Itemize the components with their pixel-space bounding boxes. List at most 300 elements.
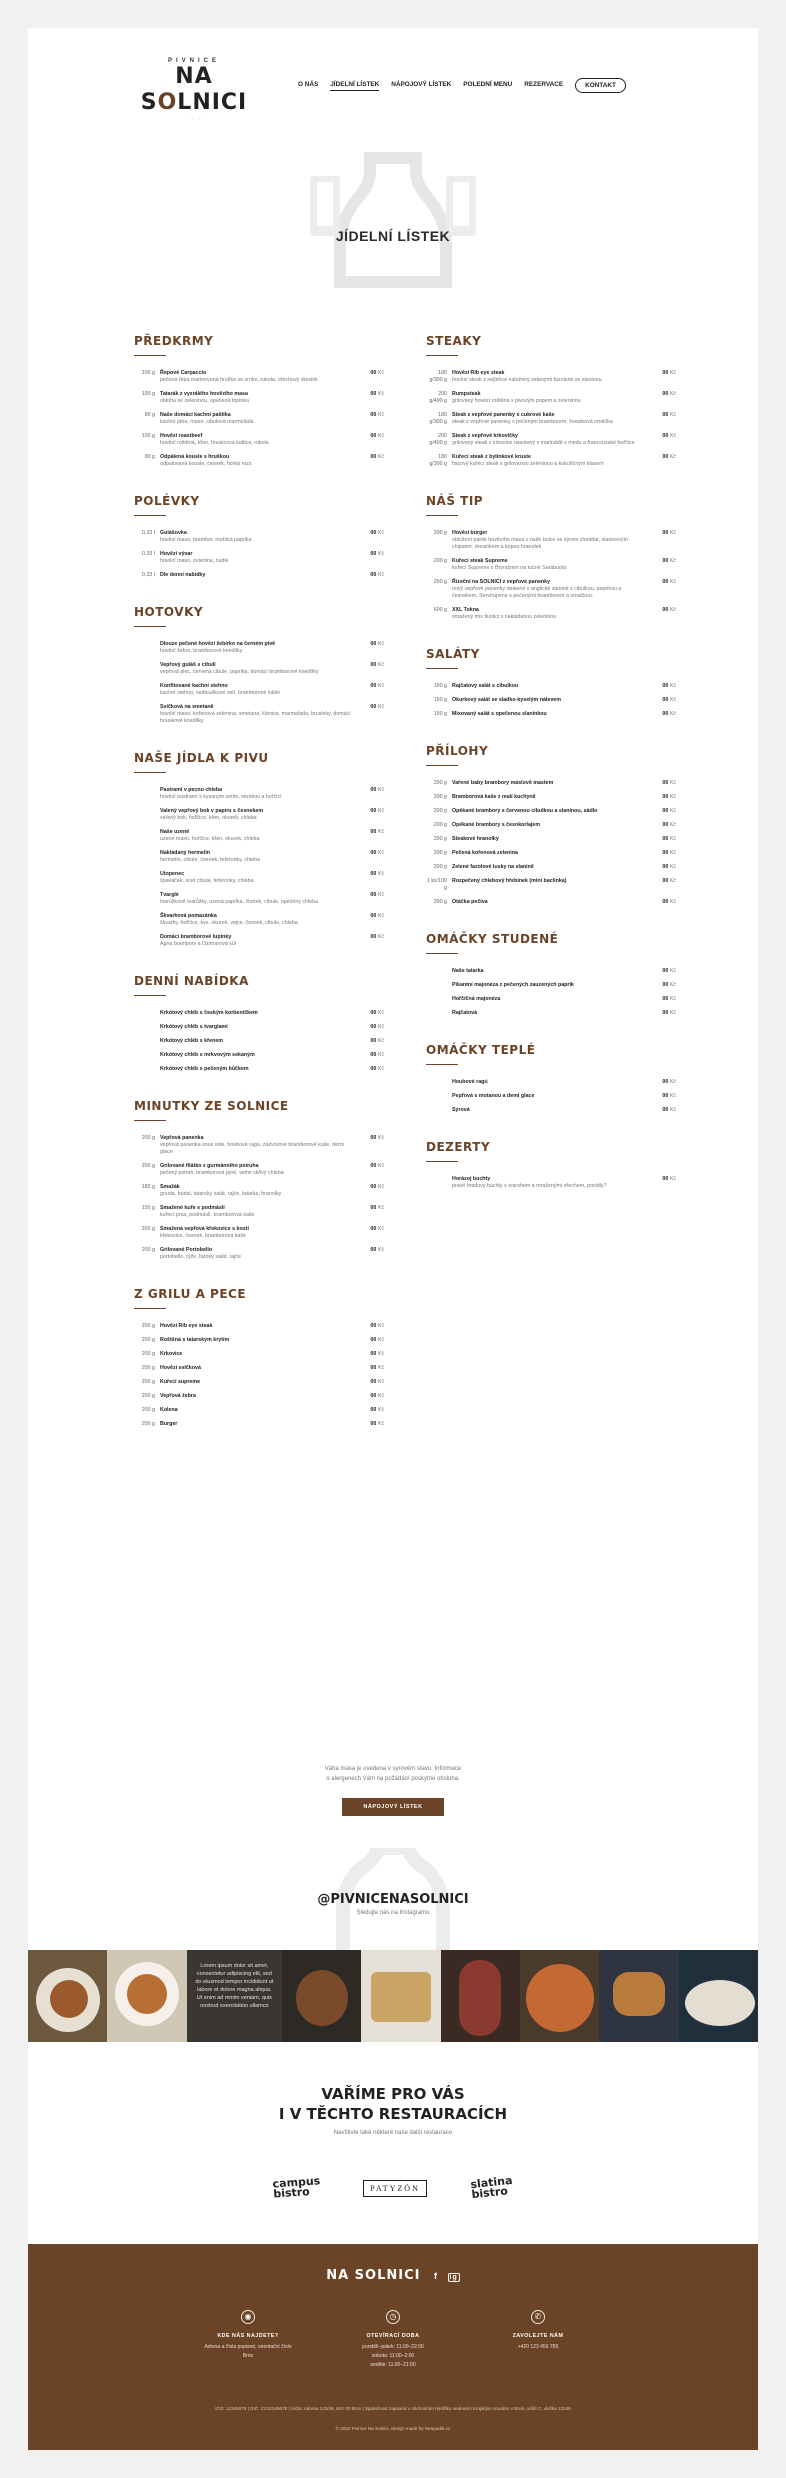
item-description: [452, 683, 652, 690]
item-weight: 0,33 l: [142, 551, 155, 557]
section-title: PŘEDKRMY: [134, 334, 214, 348]
item-description: [160, 370, 360, 384]
item-weight: 200 g: [433, 530, 447, 536]
section-divider: [134, 355, 166, 356]
menu-item: [426, 370, 676, 384]
menu-item: [426, 558, 676, 572]
menu-item: [134, 913, 384, 927]
menu-item: [426, 808, 676, 815]
menu-item: [134, 1365, 384, 1372]
item-price: 00 Kč: [662, 711, 676, 717]
section-divider: [134, 626, 166, 627]
item-description: [452, 607, 652, 621]
item-price: 00 Kč: [662, 683, 676, 689]
item-weight: 150 g: [433, 683, 447, 689]
item-description: [160, 662, 360, 676]
menu-item: [426, 982, 676, 989]
footer-hours: [333, 2310, 453, 2370]
menu-item: [134, 934, 384, 948]
item-name: Krkovice: [160, 1351, 183, 1357]
item-description: [452, 968, 652, 975]
footer-logo[interactable]: NA SOLNICI f ig: [326, 2268, 458, 2283]
item-name: Rumpsteak: [452, 391, 481, 397]
menu-item: [426, 697, 676, 704]
main-nav: [298, 78, 626, 93]
insta-photo-7[interactable]: [599, 1950, 678, 2042]
item-ingredients: špekáček, ocet cibule, feferonky, chleba: [160, 878, 254, 884]
menu-item: [134, 641, 384, 655]
item-price: 00 Kč: [662, 1093, 676, 1099]
item-name: Krkótový chléb s českým korbeníčkem: [160, 1010, 258, 1016]
item-description: [452, 370, 652, 384]
nav-o-nas[interactable]: O NÁS: [298, 81, 319, 88]
menu-item: [426, 1010, 676, 1017]
nav-napojovy-listek[interactable]: NÁPOJOVÝ LÍSTEK: [391, 81, 452, 88]
salt-shaker-watermark-icon: [308, 148, 478, 288]
item-price: 00 Kč: [370, 1407, 384, 1413]
item-price: 00 Kč: [662, 794, 676, 800]
item-description: [452, 1107, 652, 1114]
item-description: [452, 808, 652, 815]
item-price: 00 Kč: [370, 1163, 384, 1169]
section-title: OMÁČKY TEPLÉ: [426, 1043, 536, 1057]
page: [28, 28, 758, 2450]
item-name: Grilované filátko z gurmánního pstruha: [160, 1163, 259, 1169]
item-name: Okurkový salát se sladko-kyselým nálevem: [452, 697, 561, 703]
menu-item: [134, 871, 384, 885]
item-ingredients: vepřová panenka sous vide, houbové ragú, zázvorové bramborové kaše, demi glace: [160, 1142, 344, 1155]
item-description: [452, 391, 652, 405]
item-description: [160, 454, 360, 468]
menu-item: [426, 878, 676, 892]
item-description: [160, 1365, 360, 1372]
insta-photo-5[interactable]: [441, 1950, 520, 2042]
menu-item: [426, 607, 676, 621]
restaurants-title-2: I V TĚCHTO RESTAURACÍCH: [278, 2105, 508, 2123]
site-logo[interactable]: [134, 58, 254, 122]
item-price: 00 Kč: [662, 454, 676, 460]
footer-phone: [478, 2310, 598, 2352]
item-ingredients: Agria brambory a Dzirnarová sůl: [160, 941, 236, 947]
item-price: 00 Kč: [370, 808, 384, 814]
item-description: [160, 871, 360, 885]
item-name: Krkótový chléb s tvarglami: [160, 1024, 228, 1030]
item-name: Smažená vepřová křekovice s kosti: [160, 1226, 249, 1232]
section-divider: [426, 668, 458, 669]
section-title: Z GRILU A PECE: [134, 1287, 247, 1301]
hours-title: OTEVÍRACÍ DOBA: [366, 2333, 420, 2339]
location-pin-icon: ◉: [241, 2310, 255, 2324]
instagram-subtitle: Sledujte nás na Instagramu: [356, 1910, 430, 1916]
item-ingredients: portobello, rýže, listový salát, rajče: [160, 1254, 241, 1260]
menu-item: [134, 530, 384, 544]
item-weight: 200 g: [433, 899, 447, 905]
item-price: 00 Kč: [370, 787, 384, 793]
item-weight: [134, 892, 160, 906]
menu-section: [426, 647, 676, 718]
menu-item: [134, 1337, 384, 1344]
item-name: Utopenec: [160, 871, 185, 877]
item-description: [452, 836, 652, 843]
menu-item: [426, 391, 676, 405]
item-price: 00 Kč: [370, 370, 384, 376]
item-weight: 200 g: [141, 1323, 155, 1329]
item-description: [452, 850, 652, 857]
item-price: 00 Kč: [662, 836, 676, 842]
insta-photo-6[interactable]: [520, 1950, 599, 2042]
item-ingredients: vařený bok, hořčice, křen, okurek, chleba: [160, 815, 257, 821]
logo-top-text: PIVNICE: [167, 58, 220, 64]
item-name: Rajčatový salát s cibulkou: [452, 683, 519, 689]
item-weight: 0,33 l: [142, 572, 155, 578]
item-weight: [134, 641, 160, 655]
item-name: Horázoj buchty: [452, 1176, 491, 1182]
address-line-2: Brno: [242, 2353, 254, 2359]
menu-item: [134, 1379, 384, 1386]
item-price: 00 Kč: [370, 1205, 384, 1211]
item-price: 00 Kč: [370, 1365, 384, 1371]
item-name: Krkótový chléb s křenem: [160, 1038, 223, 1044]
item-name: Krkótový chléb s pečeným bůčkem: [160, 1066, 249, 1072]
item-name: Opékané brambory s červenou cibulkou a slaninou, sádlo: [452, 808, 598, 814]
item-price: 00 Kč: [370, 1226, 384, 1232]
menu-item: [134, 1393, 384, 1400]
item-price: 00 Kč: [370, 412, 384, 418]
item-weight: 600 g: [433, 607, 447, 613]
item-ingredients: smažený mix tlustici s nakládanou zeleninou: [452, 614, 557, 620]
item-ingredients: steak z vepřové panenky s pečeným bramborem, švestková omáčka: [452, 419, 613, 425]
drinks-menu-button[interactable]: NÁPOJOVÝ LÍSTEK: [342, 1798, 444, 1816]
item-weight: 100 g: [141, 433, 155, 439]
menu-item: [134, 892, 384, 906]
item-name: Hovězí burger: [452, 530, 488, 536]
item-weight: [134, 808, 160, 822]
item-weight: [426, 968, 452, 975]
item-description: [160, 1379, 360, 1386]
menu-item: [134, 662, 384, 676]
item-ingredients: nový vepřové panenky obalené v anglické slanině s cibulkou, paprikou a česnekem. Servírujeme s pečenými bramborem a omáčkou.: [452, 586, 622, 599]
item-price: 00 Kč: [370, 391, 384, 397]
item-weight: [426, 996, 452, 1003]
item-name: Hovězí svíčková: [160, 1365, 201, 1371]
item-price: 00 Kč: [370, 1052, 384, 1058]
item-ingredients: grilovaný steak z krkovice nasolený v marinádě z medu a francouzské hořčice: [452, 440, 635, 446]
item-name: Hořčičná majonéza: [452, 996, 501, 1002]
item-price: 00 Kč: [662, 780, 676, 786]
hours-line-2: sobota: 11:00–2:00: [371, 2353, 415, 2359]
item-price: 00 Kč: [370, 1421, 384, 1427]
item-name: Svíčková na smetaně: [160, 704, 214, 710]
item-description: [160, 1163, 360, 1177]
section-title: POLÉVKY: [134, 494, 200, 508]
item-description: [452, 996, 652, 1003]
item-price: 00 Kč: [370, 572, 384, 578]
item-weight: [134, 683, 160, 697]
item-name: Krkótový chléb s mrkvovým sekaným: [160, 1052, 255, 1058]
page-title: JÍDELNÍ LÍSTEK: [335, 228, 451, 244]
item-name: Burger: [160, 1421, 178, 1427]
item-description: [452, 822, 652, 829]
item-name: Škvarková pomazánka: [160, 913, 217, 919]
menu-item: [426, 433, 676, 447]
insta-photo-2[interactable]: [107, 1950, 186, 2042]
nav-jidelni-listek[interactable]: JÍDELNÍ LÍSTEK: [330, 81, 379, 91]
item-description: [160, 1323, 360, 1330]
item-name: Dle denní nabídky: [160, 572, 206, 578]
section-divider: [426, 953, 458, 954]
section-title: DENNÍ NABÍDKA: [134, 974, 249, 988]
item-description: [452, 864, 652, 871]
item-weight: 200 g: [141, 1337, 155, 1343]
item-price: 00 Kč: [662, 808, 676, 814]
item-ingredients: odpalovaná kousle, česnek, horká rozs: [160, 461, 252, 467]
menu-item: [426, 836, 676, 843]
item-description: [160, 1205, 360, 1219]
item-name: Smažené kuře s podmáslí: [160, 1205, 225, 1211]
item-name: Roštěná s tatarským krytím: [160, 1337, 230, 1343]
menu-right-column: [426, 334, 676, 1216]
brand-patyzon[interactable]: PATYZÓN: [363, 2180, 427, 2197]
menu-item: [134, 391, 384, 405]
menu-item: [134, 1407, 384, 1414]
item-name: Řízeční na SOLNICI z vepřové panenky: [452, 579, 551, 585]
insta-photo-3[interactable]: [282, 1950, 361, 2042]
item-name: Otáčka pečiva: [452, 899, 488, 905]
instagram-block: [28, 1892, 758, 1916]
item-weight: [134, 1010, 160, 1017]
item-weight: [134, 871, 160, 885]
menu-section: [426, 932, 676, 1017]
item-ingredients: křekovice, česnek, bramborová kaše: [160, 1233, 246, 1239]
instagram-icon[interactable]: ig: [449, 2274, 458, 2281]
item-name: Nakládaný hermelín: [160, 850, 211, 856]
item-weight: [426, 1093, 452, 1100]
item-weight: [426, 1010, 452, 1017]
menu-item: [426, 850, 676, 857]
item-price: 00 Kč: [370, 662, 384, 668]
item-weight: [134, 913, 160, 927]
item-weight: [426, 1107, 452, 1114]
item-name: Vepřová panenka: [160, 1135, 204, 1141]
menu-item: [426, 780, 676, 787]
phone-number[interactable]: +420 123 456 789: [517, 2344, 559, 2350]
menu-item: [426, 794, 676, 801]
item-price: 00 Kč: [370, 829, 384, 835]
item-price: 00 Kč: [370, 641, 384, 647]
item-ingredients: hovězí steak z nejlehce naložený zelenými fazolemi se slaninou: [452, 377, 602, 383]
insta-photo-4[interactable]: [361, 1950, 440, 2042]
item-name: Dlouze pečené hovězí žebírko na černém pivě: [160, 641, 276, 647]
section-title: DEZERTY: [426, 1140, 491, 1154]
item-price: 00 Kč: [370, 1038, 384, 1044]
item-description: [160, 641, 360, 655]
section-divider: [426, 1161, 458, 1162]
section-title: NAŠE JÍDLA K PIVU: [134, 751, 269, 765]
facebook-icon[interactable]: f: [434, 2271, 439, 2281]
item-price: 00 Kč: [662, 391, 676, 397]
item-price: 00 Kč: [370, 1379, 384, 1385]
instagram-handle[interactable]: @PIVNICENASOLNICI: [317, 1892, 469, 1907]
menu-section: [426, 494, 676, 621]
item-weight: 200 g: [433, 822, 447, 828]
section-divider: [134, 772, 166, 773]
item-description: [160, 530, 360, 544]
item-price: 00 Kč: [370, 551, 384, 557]
item-name: Konfitované kachní stehno: [160, 683, 228, 689]
item-name: Hovězí Rib eye steak: [160, 1323, 213, 1329]
restaurants-subtitle: Navštivte také některé naše další restaurace: [333, 2130, 453, 2136]
item-weight: 200 g: [433, 780, 447, 786]
instagram-feed: [28, 1950, 758, 2042]
item-name: Vepřová žebra: [160, 1393, 196, 1399]
item-description: [160, 1337, 360, 1344]
item-price: 00 Kč: [370, 892, 384, 898]
item-name: Kuřecí steak Supreme: [452, 558, 508, 564]
item-description: [160, 1184, 360, 1198]
item-weight: 200 g: [141, 1247, 155, 1253]
menu-item: [426, 864, 676, 871]
brand-campus-bistro[interactable]: campus bistro: [272, 2174, 321, 2201]
insta-photo-1[interactable]: [28, 1950, 107, 2042]
item-price: 00 Kč: [662, 996, 676, 1002]
menu-section: [134, 1287, 384, 1428]
item-weight: 180 g: [141, 1184, 155, 1190]
item-price: 00 Kč: [662, 412, 676, 418]
menu-item: [134, 551, 384, 565]
item-weight: [134, 787, 160, 801]
menu-item: [426, 711, 676, 718]
menu-section: [134, 1099, 384, 1261]
hours-line-1: pondělí–pátek: 11:00–22:00: [362, 2344, 424, 2350]
item-description: [452, 878, 652, 892]
item-weight: [134, 1024, 160, 1031]
restaurants-block: [28, 2084, 758, 2136]
item-price: 00 Kč: [370, 683, 384, 689]
section-title: PŘÍLOHY: [426, 744, 489, 758]
menu-item: [426, 996, 676, 1003]
item-description: [452, 433, 652, 447]
item-name: Kuřecí supreme: [160, 1379, 201, 1385]
item-weight: 200 g: [433, 794, 447, 800]
menu-item: [426, 1107, 676, 1114]
copyright: © 2022 Pivnice Na Solnici, design made by Neapadla.cz: [335, 2426, 451, 2431]
item-description: [160, 1226, 360, 1240]
section-title: NÁŠ TIP: [426, 494, 484, 508]
item-description: [160, 1421, 360, 1428]
item-description: [160, 683, 360, 697]
brand-slatina-bistro[interactable]: slatina bistro: [469, 2173, 513, 2202]
item-price: 00 Kč: [662, 558, 676, 564]
menu-item: [134, 787, 384, 801]
item-weight: 200 g: [141, 1379, 155, 1385]
item-description: [452, 794, 652, 801]
allergen-note: [28, 1764, 758, 1784]
item-weight: 100 g: [141, 391, 155, 397]
menu-item: [134, 370, 384, 384]
menu-item: [426, 1176, 676, 1190]
item-price: 00 Kč: [370, 934, 384, 940]
item-price: 00 Kč: [662, 433, 676, 439]
clock-icon: ◷: [386, 2310, 400, 2324]
menu-item: [134, 850, 384, 864]
item-price: 00 Kč: [662, 878, 676, 884]
item-weight: 200 g: [433, 558, 447, 564]
menu-item: [426, 454, 676, 468]
item-price: 00 Kč: [662, 1176, 676, 1182]
item-price: 00 Kč: [662, 579, 676, 585]
item-price: 00 Kč: [662, 530, 676, 536]
item-name: Tvarglé: [160, 892, 179, 898]
item-weight: 200 g: [433, 836, 447, 842]
item-name: Vařené baby brambory máslově mastem: [452, 780, 554, 786]
item-name: Opékané brambory s česnkorlajem: [452, 822, 541, 828]
item-ingredients: kuřecí Supreme s Bryndzem na tučné Sarabuola: [452, 565, 567, 571]
item-description: [160, 787, 360, 801]
hours-line-3: neděle: 11:00–21:00: [370, 2362, 416, 2368]
item-ingredients: obložení párek hovězího masa v našé bulce se sýrem cheddar, slaninovým chipsem, dresinkem a kopou hranolek: [452, 537, 629, 550]
nav-rezervace[interactable]: REZERVACE: [524, 81, 564, 88]
item-price: 00 Kč: [370, 1337, 384, 1343]
item-name: Tatarák z vyzrálého hovězího masa: [160, 391, 248, 397]
section-title: HOTOVKY: [134, 605, 204, 619]
item-ingredients: pravé hradovy buchty s tvarohem a mraženými ořechem, povidly?: [452, 1183, 607, 1189]
item-weight: [134, 704, 160, 725]
nav-poledni-menu[interactable]: POLEDNÍ MENU: [463, 81, 513, 88]
item-weight: [426, 1176, 452, 1190]
menu-section: [134, 334, 384, 468]
item-weight: 200 g/400 g: [429, 391, 447, 404]
item-description: [160, 913, 360, 927]
item-name: Steak z vepřové krkovičky: [452, 433, 518, 439]
menu-item: [426, 822, 676, 829]
menu-item: [134, 1226, 384, 1240]
restaurant-brands: [28, 2173, 758, 2202]
note-line-1: Váha masa je uvedena v syrovém stavu. Informace: [324, 1766, 462, 1772]
item-ingredients: hovězí maso, brambor, mořská paprika: [160, 537, 252, 543]
item-weight: [134, 662, 160, 676]
item-price: 00 Kč: [370, 850, 384, 856]
phone-title: ZAVOLEJTE NÁM: [512, 2333, 564, 2339]
logo-name: NA SOLNICI: [140, 64, 248, 115]
item-weight: 200 g: [141, 1351, 155, 1357]
insta-text-tile[interactable]: Lorem ipsum dolor sit amet, consectetur adipiscing elit, sed do eiusmod tempor incididunt ut labore et dolore magna aliqua. Ut enim ad minim veniam, quis nostrud exercitation ullamco: [187, 1950, 282, 2042]
menu-item: [134, 1024, 384, 1031]
item-name: Hovězí roastbeef: [160, 433, 203, 439]
section-divider: [134, 515, 166, 516]
menu-item: [134, 1351, 384, 1358]
item-description: [160, 551, 360, 565]
item-description: [160, 1393, 360, 1400]
item-weight: 100 g: [141, 370, 155, 376]
item-name: Vepřový guláš s cibulí: [160, 662, 216, 668]
menu-item: [134, 1052, 384, 1059]
item-name: Pečená kořenová zelenina: [452, 850, 518, 856]
item-name: Naše uzené: [160, 829, 190, 835]
item-weight: 0,33 l: [142, 530, 155, 536]
item-ingredients: obloha se zeleninou, opečená topinka: [160, 398, 249, 404]
item-name: Smažák: [160, 1184, 180, 1190]
item-name: Zelené fazolové lusky na slanině: [452, 864, 534, 870]
item-description: [452, 711, 652, 718]
item-weight: [426, 982, 452, 989]
contact-button[interactable]: KONTAKT: [575, 78, 626, 93]
item-name: Hovězí Rib eye steak: [452, 370, 505, 376]
item-price: 00 Kč: [370, 1247, 384, 1253]
insta-photo-8[interactable]: [679, 1950, 758, 2042]
item-description: [160, 412, 360, 426]
menu-section: [426, 1043, 676, 1114]
item-weight: [134, 1052, 160, 1059]
